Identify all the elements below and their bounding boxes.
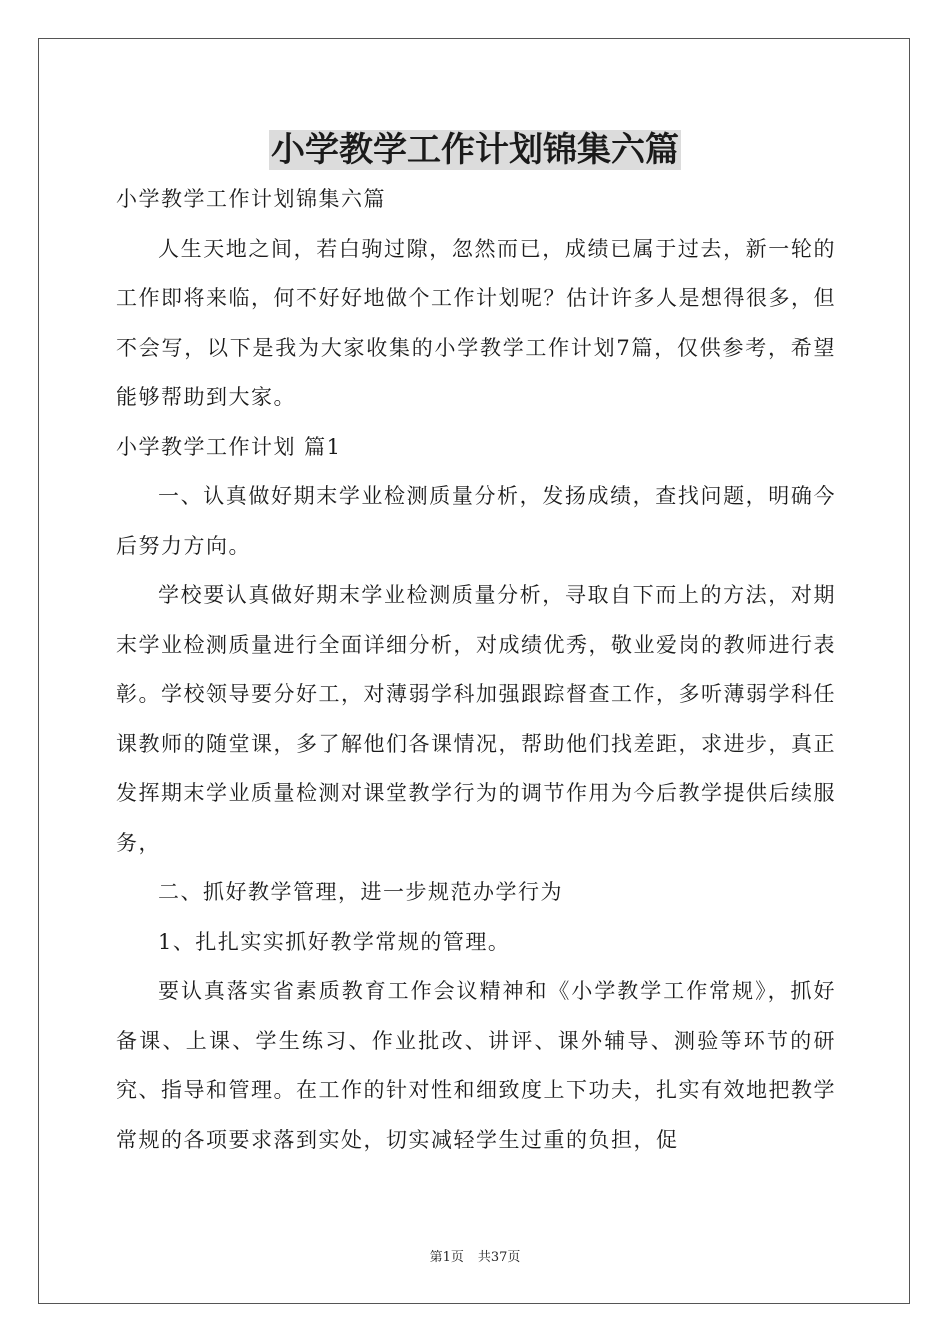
page-footer [0, 1246, 950, 1265]
paragraph-subpoint-1: 1、扎扎实实抓好教学常规的管理。 [158, 929, 511, 954]
page-number: 第1页 [429, 1250, 464, 1265]
paragraph-analysis: 学校要认真做好期末学业检测质量分析，寻取自下而上的方法，对期末学业检测质量进行全面详细分析，对成绩优秀，敬业爱岗的教师进行表彰。学校领导要分好工，对薄弱学科加强跟踪督查工作，多听薄弱学科任课教师的随堂课，多了解他们各课情况，帮助他们找差距，求进步，真正发挥期末学业质量检测对课堂教学行为的调节作用为今后教学提供后续服务， [116, 583, 836, 855]
document-title-text: 小学教学工作计划锦集六篇 [271, 130, 679, 170]
document-body [116, 175, 836, 1165]
paragraph-point-2: 二、抓好教学管理，进一步规范办学行为 [158, 880, 563, 904]
paragraph-routine: 要认真落实省素质教育工作会议精神和《小学教学工作常规》，抓好备课、上课、学生练习、作业批改、讲评、课外辅导、测验等环节的研究、指导和管理。在工作的针对性和细致度上下功夫，扎实有效地把教学常规的各项要求落到实处，切实减轻学生过重的负担，促 [116, 979, 836, 1152]
paragraph-point-1: 一、认真做好期末学业检测质量分析，发扬成绩，查找问题，明确今后努力方向。 [116, 484, 836, 558]
intro-paragraph: 人生天地之间，若白驹过隙，忽然而已，成绩已属于过去，新一轮的工作即将来临，何不好好地做个工作计划呢？估计许多人是想得很多，但不会写，以下是我为大家收集的小学教学工作计划7篇，仅供参考，希望能够帮助到大家。 [116, 236, 836, 409]
page-total: 共37页 [477, 1250, 521, 1265]
section-heading: 小学教学工作计划 篇1 [116, 434, 342, 459]
subtitle-line: 小学教学工作计划锦集六篇 [116, 187, 386, 211]
document-title [0, 125, 950, 175]
